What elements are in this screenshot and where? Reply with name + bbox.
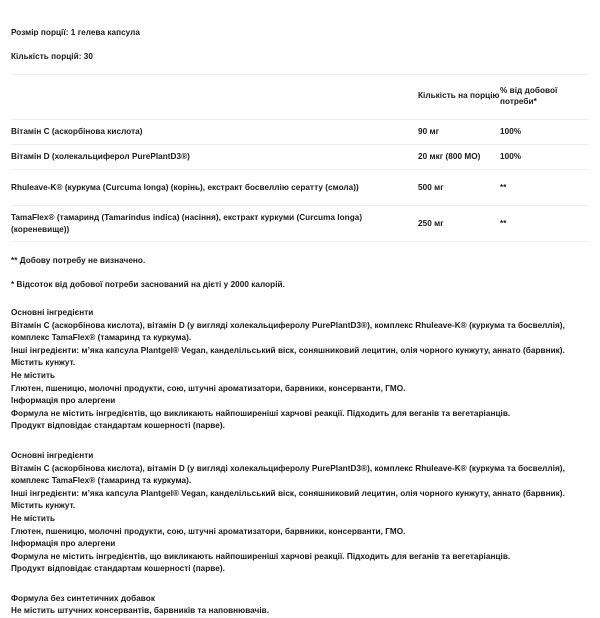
table-header — [11, 75, 589, 120]
free-from-text: Глютен, пшеницю, молочні продукти, сою, штучні ароматизатори, барвники, консерванти, ГМО. — [11, 383, 406, 393]
column-header-amount-per-serving: Кількість на порцію — [418, 75, 500, 120]
free-from-heading: Не містить — [11, 513, 56, 523]
table-header-row — [11, 75, 589, 120]
nutrient-amount: 20 мкг (800 МО) — [418, 145, 500, 170]
ingredients-contains-text: Містить кунжут. — [11, 501, 76, 511]
nutrient-daily-value: ** — [500, 206, 589, 242]
nutrient-name: Вітамін D (холекальциферол PurePlantD3®) — [11, 145, 418, 170]
nutrient-amount: 500 мг — [418, 170, 500, 206]
column-header-daily-value: % від добової потреби* — [500, 75, 589, 120]
nutrient-amount: 250 мг — [418, 206, 500, 242]
nutrient-name: TamaFlex® (тамаринд (Tamarindus indica) (насіння), екстракт куркуми (Curcuma longa) (кореневище)) — [11, 206, 418, 242]
footnote-percent-daily-value-basis: * Відсоток від добової потреби заснований на дієті у 2000 калорій. — [11, 280, 285, 289]
no-additives-heading: Формула без синтетичних добавок — [11, 593, 155, 603]
ingredients-main-text: Вітамін C (аскорбінова кислота), вітамін D (у вигляді холекальциферолу PurePlantD3®), комплекс Rhuleave-K® (куркума та босвеллія), комплекс TamaFlex® (тамаринд та куркума). — [11, 320, 565, 343]
serving-size-line: Розмір порції: 1 гелева капсула — [11, 28, 140, 37]
servings-per-container-line: Кількість порцій: 30 — [11, 52, 93, 61]
footnote-daily-value-not-established: ** Добову потребу не визначено. — [11, 256, 146, 265]
free-from-text: Глютен, пшеницю, молочні продукти, сою, штучні ароматизатори, барвники, консерванти, ГМО. — [11, 526, 406, 536]
allergen-info-heading: Інформація про алергени — [11, 396, 116, 406]
table-row — [11, 145, 589, 170]
table-footnotes — [11, 242, 589, 290]
allergen-info-text: Формула не містить інгредієнтів, що викликають найпоширеніші харчові реакції. Підходить для веганів та вегетаріанців. — [11, 408, 511, 418]
ingredients-other-text: Інші інгредієнти: м’яка капсула Plantgel® Vegan, канделільський віск, соняшниковий лецитин, олія чорного кунжуту, аннато (барвник). — [11, 345, 565, 355]
table-row — [11, 206, 589, 242]
allergen-info-heading: Інформація про алергени — [11, 539, 116, 549]
nutrient-amount: 90 мг — [418, 120, 500, 145]
ingredients-heading: Основні інгредієнти — [11, 450, 94, 460]
column-header-nutrient — [11, 75, 418, 120]
allergen-info-text: Формула не містить інгредієнтів, що викликають найпоширеніші харчові реакції. Підходить для веганів та вегетаріанців. — [11, 551, 511, 561]
kosher-text: Продукт відповідає стандартам кошерності (парве). — [11, 564, 225, 574]
ingredients-main-text: Вітамін C (аскорбінова кислота), вітамін D (у вигляді холекальциферолу PurePlantD3®), комплекс Rhuleave-K® (куркума та босвеллія), комплекс TamaFlex® (тамаринд та куркума). — [11, 463, 565, 486]
kosher-text: Продукт відповідає стандартам кошерності (парве). — [11, 421, 225, 431]
nutrient-daily-value: 100% — [500, 120, 589, 145]
nutrient-name: Вітамін C (аскорбінова кислота) — [11, 120, 418, 145]
nutrient-name: Rhuleave-K® (куркума (Curcuma longa) (корінь), екстракт босвеллію сератту (смола)) — [11, 170, 418, 206]
no-additives-text: Не містить штучних консервантів, барвників та наповнювачів. — [11, 606, 270, 616]
ingredients-contains-text: Містить кунжут. — [11, 358, 76, 368]
nutrient-daily-value: 100% — [500, 145, 589, 170]
free-from-heading: Не містить — [11, 370, 56, 380]
table-row — [11, 120, 589, 145]
nutrient-daily-value: ** — [500, 170, 589, 206]
supplement-facts-table — [11, 74, 589, 242]
ingredients-block-repeat — [11, 450, 589, 576]
ingredients-heading: Основні інгредієнти — [11, 308, 94, 317]
ingredients-other-text: Інші інгредієнти: м’яка капсула Plantgel® Vegan, канделільський віск, соняшниковий лецитин, олія чорного кунжуту, аннато (барвник). — [11, 488, 565, 498]
table-row — [11, 170, 589, 206]
no-synthetic-additives-block — [11, 593, 589, 618]
ingredients-block — [11, 307, 589, 433]
table-body — [11, 120, 589, 242]
